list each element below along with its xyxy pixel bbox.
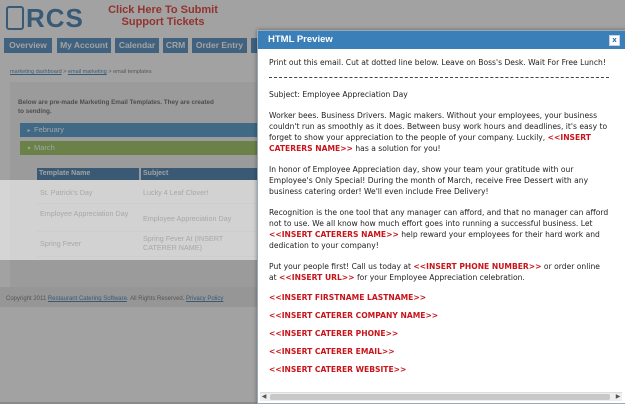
paragraph-1-tail: has a solution for you! bbox=[352, 144, 441, 153]
token-phone-number: <<INSERT PHONE NUMBER>> bbox=[413, 262, 542, 271]
email-preview-body bbox=[269, 57, 609, 375]
paragraph-3-tail: help reward your employees for their hard work and dedication to your company! bbox=[269, 230, 600, 250]
paragraph-3-text: Recognition is the one tool that any manager can afford, and that no manager can afford not to use. We all know how much effort goes into running a successful business. Let bbox=[269, 208, 609, 228]
overlay-highlight bbox=[0, 180, 262, 260]
signature-email: <<INSERT CATERER EMAIL>> bbox=[269, 347, 395, 356]
paragraph-4-mid: or order online at bbox=[269, 262, 600, 282]
scroll-left-icon[interactable]: ◀ bbox=[261, 393, 267, 400]
paragraph-1 bbox=[269, 110, 609, 154]
dialog-titlebar[interactable] bbox=[258, 31, 625, 49]
signature-company: <<INSERT CATERER COMPANY NAME>> bbox=[269, 311, 439, 320]
html-preview-dialog bbox=[257, 30, 625, 404]
token-url: <<INSERT URL>> bbox=[279, 273, 355, 282]
email-subject: Subject: Employee Appreciation Day bbox=[269, 90, 408, 99]
dialog-title: HTML Preview bbox=[268, 34, 333, 45]
signature-name: <<INSERT FIRSTNAME LASTNAME>> bbox=[269, 293, 427, 302]
paragraph-2: In honor of Employee Appreciation day, show your team your gratitude with our Employee's Only Special! During the month of March, receive Free Dessert with any business catering order! We'll even include Free Delivery! bbox=[269, 165, 589, 196]
scroll-right-icon[interactable]: ▶ bbox=[615, 393, 621, 400]
signature-phone: <<INSERT CATERER PHONE>> bbox=[269, 329, 399, 338]
close-icon[interactable]: x bbox=[609, 35, 620, 46]
paragraph-4 bbox=[269, 261, 609, 283]
print-instructions: Print out this email. Cut at dotted line below. Leave on Boss's Desk. Wait For Free Lunch! bbox=[269, 58, 606, 67]
signature-website: <<INSERT CATERER WEBSITE>> bbox=[269, 365, 407, 374]
horizontal-scrollbar[interactable] bbox=[260, 392, 622, 401]
token-caterers-name: <<INSERT CATERERS NAME>> bbox=[269, 230, 399, 239]
paragraph-3 bbox=[269, 207, 609, 251]
paragraph-4-text: Put your people first! Call us today at bbox=[269, 262, 414, 271]
scrollbar-thumb[interactable] bbox=[270, 394, 610, 400]
paragraph-4-tail: for your Employee Appreciation celebration. bbox=[354, 273, 525, 282]
paragraph-1-text: Worker bees. Business Drivers. Magic makers. Without your employees, your business couldn't run as smoothly as it does. Between busy work hours and deadlines, it's easy to forget to show your appreciation to the people of your company. Luckily, bbox=[269, 111, 608, 142]
token-caterers-name: <<INSERT CATERERS NAME>> bbox=[269, 133, 591, 153]
